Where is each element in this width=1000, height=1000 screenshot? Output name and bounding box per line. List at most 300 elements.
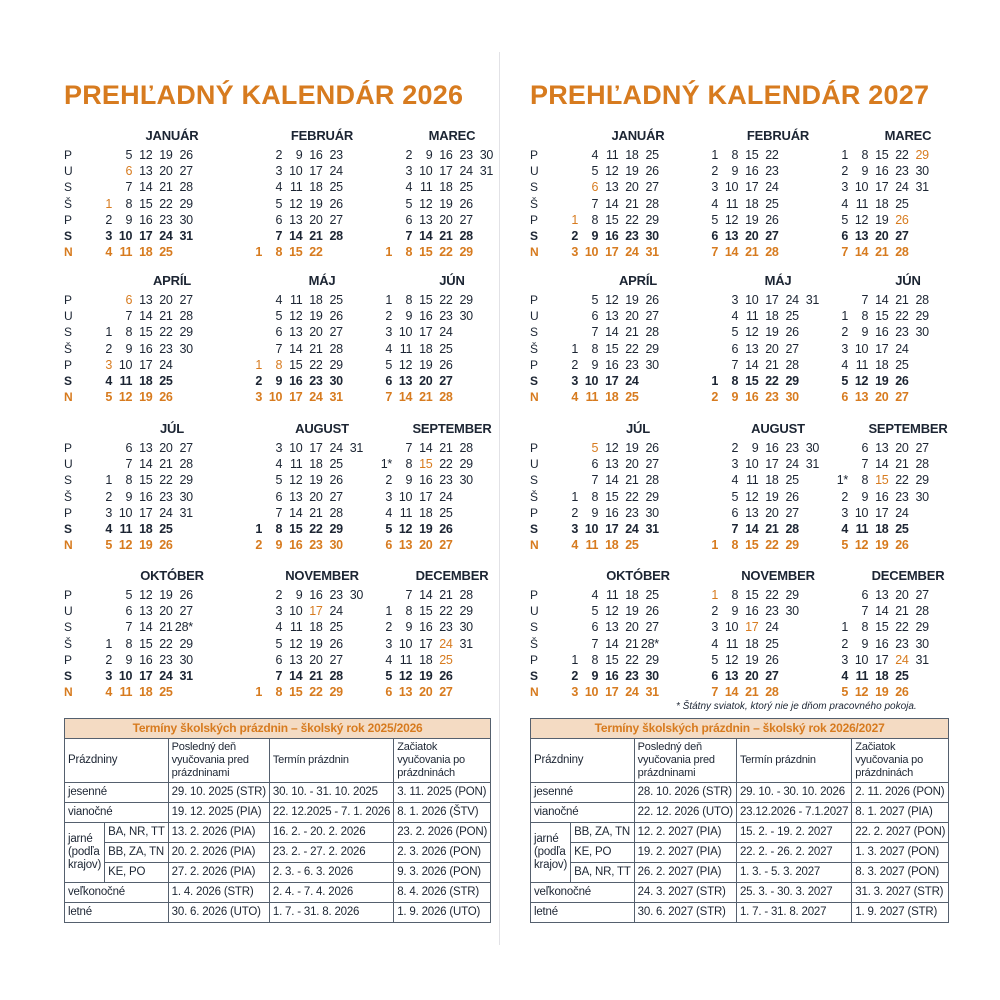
weekday-label: S: [530, 325, 539, 340]
weekday-label: P: [530, 212, 539, 227]
weekday-label: P: [530, 357, 539, 372]
day-cell: 22: [625, 212, 639, 227]
day-cell: 29: [179, 636, 193, 651]
day-cell: 17: [875, 505, 889, 520]
day-cell: 6: [591, 457, 599, 472]
day-cell: 1: [105, 636, 112, 651]
day-cell: 13: [398, 538, 413, 553]
day-cell: 1: [255, 357, 262, 372]
month-name: MAREC: [428, 128, 476, 143]
day-cell: 25: [159, 245, 173, 260]
day-cell: 17: [765, 293, 779, 307]
term-cell: 22. 12.2025 - 7. 1. 2026: [269, 803, 393, 823]
day-cell: 8: [125, 473, 133, 488]
weekday-label: P: [64, 148, 73, 162]
day-cell: 19: [745, 212, 759, 227]
day-cell: 16: [875, 325, 889, 340]
day-cell: 26: [439, 357, 453, 372]
term-cell: 15. 2. - 19. 2. 2027: [736, 823, 851, 843]
day-cell: 24: [625, 374, 639, 388]
last-day-cell: 12. 2. 2027 (PIA): [634, 823, 736, 843]
day-cell: 12: [118, 538, 133, 553]
day-cell: 23: [159, 341, 173, 356]
day-cell: 9: [591, 669, 599, 683]
day-cell: 23: [439, 309, 453, 324]
day-cell: 2: [255, 538, 262, 553]
row-name: letné: [65, 903, 169, 923]
day-cell: 2: [571, 357, 578, 372]
day-cell: 21: [419, 390, 433, 405]
day-cell: 15: [289, 245, 303, 260]
weekday-label: Š: [64, 196, 73, 211]
day-cell: 27: [179, 441, 193, 455]
day-cell: 25: [329, 180, 343, 195]
day-cell: 17: [875, 341, 889, 356]
day-cell: 11: [119, 685, 133, 700]
day-cell: 27: [785, 505, 799, 520]
day-cell: 26: [159, 390, 173, 405]
month-name: JÚL: [160, 421, 184, 436]
day-cell: 28: [645, 196, 659, 211]
day-cell: 8: [405, 457, 413, 472]
table-row: [65, 903, 491, 923]
day-cell: 25: [459, 180, 473, 195]
last-day-cell: 28. 10. 2026 (STR): [634, 783, 736, 803]
day-cell: 11: [746, 309, 759, 324]
day-cell: 13: [854, 229, 869, 243]
day-cell: 8: [731, 538, 739, 553]
month-name: JANUÁR: [611, 128, 665, 143]
day-cell: 17: [875, 180, 889, 195]
day-cell: 6: [125, 441, 133, 455]
day-cell: 24: [625, 522, 639, 536]
day-cell: 24: [895, 341, 909, 356]
weekday-label: S: [64, 620, 73, 635]
day-cell: 23: [785, 441, 799, 455]
day-cell: 8: [591, 489, 599, 504]
last-day-cell: 19. 12. 2025 (PIA): [168, 803, 269, 823]
day-cell: 3: [841, 180, 848, 195]
day-cell: 19: [625, 604, 639, 619]
day-cell: 8: [861, 620, 869, 635]
day-cell: 8: [731, 588, 739, 602]
day-cell: 7: [591, 325, 599, 340]
day-cell: 24: [439, 489, 453, 504]
day-cell: 22: [309, 357, 323, 372]
day-cell: 24: [765, 620, 779, 635]
day-cell: 22: [895, 148, 909, 162]
day-cell: 16: [745, 390, 759, 405]
day-cell: 11: [290, 293, 303, 307]
day-cell: 4: [731, 473, 739, 488]
start-cell: 31. 3. 2027 (STR): [852, 883, 949, 903]
day-cell: 4: [275, 293, 283, 307]
weekday-label: P: [530, 148, 539, 162]
day-cell: 9: [591, 229, 599, 243]
day-cell: 19: [439, 196, 453, 211]
holiday-table: [64, 718, 491, 923]
day-cell: 17: [139, 357, 153, 372]
table-row: [65, 843, 491, 863]
table-row: [65, 863, 491, 883]
day-cell: 21: [309, 229, 323, 243]
day-cell: 29: [645, 489, 659, 504]
day-cell: 28: [329, 505, 343, 520]
day-cell: 5: [385, 522, 392, 536]
day-cell: 18: [309, 293, 323, 307]
start-cell: 8. 4. 2026 (STR): [394, 883, 491, 903]
weekday-label: P: [64, 212, 73, 227]
day-cell: 28: [179, 180, 193, 195]
day-cell: 17: [605, 685, 619, 700]
day-cell: 27: [645, 620, 659, 635]
day-cell: 11: [585, 538, 599, 553]
day-cell: 27: [765, 669, 779, 683]
day-cell: 9: [751, 441, 759, 455]
month-name: MAREC: [884, 128, 932, 143]
weekday-label: S: [64, 180, 73, 195]
day-cell: 7: [405, 588, 413, 602]
day-cell: 16: [139, 652, 153, 667]
month-name: AUGUST: [751, 421, 805, 436]
day-cell: 31: [915, 180, 929, 195]
day-cell: 14: [289, 505, 303, 520]
start-cell: 2. 11. 2026 (PON): [852, 783, 949, 803]
day-cell: 13: [139, 293, 153, 307]
day-cell: 23: [895, 636, 909, 651]
row-name: vianočné: [531, 803, 635, 823]
day-cell: 28: [459, 588, 473, 602]
day-cell: 19: [625, 164, 639, 179]
day-cell: 16: [289, 374, 303, 388]
day-cell: 28*: [640, 636, 659, 651]
table-row: [531, 823, 949, 843]
day-cell: 2: [841, 164, 848, 179]
day-cell: 25: [895, 196, 909, 211]
day-cell: 1: [711, 538, 718, 553]
day-cell: 31: [645, 522, 659, 536]
table-row: [65, 803, 491, 823]
day-cell: 12: [745, 325, 759, 340]
day-cell: 26: [645, 164, 659, 179]
day-cell: 5: [591, 604, 599, 619]
day-cell: 11: [606, 148, 619, 162]
day-cell: 21: [765, 522, 779, 536]
day-cell: 14: [289, 229, 303, 243]
day-cell: 17: [419, 489, 433, 504]
day-cell: 16: [309, 148, 323, 162]
day-cell: 29: [329, 522, 343, 536]
last-day-cell: 27. 2. 2026 (PIA): [168, 863, 269, 883]
day-cell: 12: [289, 473, 303, 488]
day-cell: 20: [625, 309, 639, 324]
day-cell: 30: [329, 374, 343, 388]
day-cell: 11: [725, 636, 739, 651]
day-cell: 3: [275, 604, 283, 619]
day-cell: 15: [289, 522, 303, 536]
day-cell: 2: [571, 669, 578, 683]
day-cell: 14: [875, 293, 889, 307]
term-cell: 23. 2. - 27. 2. 2026: [269, 843, 393, 863]
weekday-label: U: [530, 604, 539, 619]
day-cell: 18: [309, 457, 323, 472]
weekday-label: U: [530, 164, 539, 179]
day-cell: 28: [765, 685, 779, 700]
day-cell: 8: [125, 196, 133, 211]
day-cell: 23: [159, 489, 173, 504]
day-cell: 18: [419, 652, 433, 667]
day-cell: 26: [179, 148, 193, 162]
day-cell: 15: [419, 457, 433, 472]
term-cell: 30. 10. - 31. 10. 2025: [269, 783, 393, 803]
day-cell: 7: [861, 457, 869, 472]
day-cell: 8: [731, 148, 739, 162]
day-cell: 22: [309, 685, 323, 700]
day-cell: 12: [139, 148, 153, 162]
day-cell: 5: [275, 636, 283, 651]
day-cell: 25: [329, 620, 343, 635]
day-cell: 31: [645, 685, 659, 700]
day-cell: 14: [139, 180, 153, 195]
row-name: jarné (podľa krajov): [65, 823, 105, 883]
day-cell: 2: [105, 341, 112, 356]
start-cell: 1. 3. 2027 (PON): [852, 843, 949, 863]
row-name: jarné (podľa krajov): [531, 823, 571, 883]
day-cell: 14: [724, 685, 739, 700]
day-cell: 13: [289, 489, 303, 504]
day-cell: 24: [459, 164, 473, 179]
day-cell: 1: [571, 212, 578, 227]
day-cell: 27: [439, 538, 453, 553]
day-cell: 3: [571, 685, 578, 700]
day-cell: 16: [605, 229, 619, 243]
day-cell: 27: [439, 374, 453, 388]
start-cell: 1. 9. 2027 (STR): [852, 903, 949, 923]
region-cell: BA, NR, TT: [571, 863, 635, 883]
day-cell: 14: [289, 669, 303, 683]
day-cell: 28: [785, 357, 799, 372]
day-cell: 22: [765, 538, 779, 553]
day-cell: 19: [309, 636, 323, 651]
last-day-cell: 20. 2. 2026 (PIA): [168, 843, 269, 863]
day-cell: 14: [875, 604, 889, 619]
day-cell: 27: [895, 229, 909, 243]
day-cell: 9: [425, 148, 433, 162]
day-cell: 26: [645, 441, 659, 455]
weekday-label: P: [530, 441, 539, 455]
day-cell: 17: [605, 522, 619, 536]
day-cell: 17: [875, 652, 889, 667]
day-cell: 7: [861, 604, 869, 619]
day-cell: 27: [329, 489, 343, 504]
day-cell: 29: [329, 685, 343, 700]
day-cell: 10: [584, 245, 599, 260]
page-title: PREHĽADNÝ KALENDÁR 2026: [64, 80, 464, 110]
day-cell: 22: [159, 473, 173, 488]
day-cell: 28: [179, 309, 193, 324]
day-cell: 30: [329, 538, 343, 553]
day-cell: 18: [139, 374, 153, 388]
day-cell: 6: [385, 538, 392, 553]
day-cell: 21: [745, 685, 759, 700]
day-cell: 1: [105, 196, 112, 211]
last-day-cell: 13. 2. 2026 (PIA): [168, 823, 269, 843]
day-cell: 12: [398, 357, 413, 372]
day-cell: 2: [385, 620, 392, 635]
day-cell: 11: [855, 357, 869, 372]
day-cell: 18: [625, 148, 639, 162]
day-cell: 14: [745, 522, 759, 536]
day-cell: 3: [255, 390, 262, 405]
day-cell: 4: [711, 636, 718, 651]
day-cell: 31: [179, 505, 193, 520]
month-name: OKTÓBER: [606, 568, 670, 583]
day-cell: 3: [731, 293, 739, 307]
day-cell: 6: [275, 489, 283, 504]
day-cell: 23: [329, 588, 343, 602]
term-cell: 2. 4. - 7. 4. 2026: [269, 883, 393, 903]
day-cell: 13: [875, 588, 889, 602]
weekday-label: S: [64, 374, 73, 388]
last-day-cell: 29. 10. 2025 (STR): [168, 783, 269, 803]
day-cell: 9: [861, 325, 869, 340]
weekday-label: U: [64, 604, 73, 619]
day-cell: 12: [398, 669, 413, 683]
day-cell: 16: [875, 164, 889, 179]
day-cell: 11: [420, 180, 433, 195]
day-cell: 19: [625, 293, 639, 307]
day-cell: 23: [895, 164, 909, 179]
day-cell: 14: [419, 588, 433, 602]
day-cell: 10: [854, 341, 869, 356]
day-cell: 1: [841, 148, 848, 162]
day-cell: 28: [785, 522, 799, 536]
day-cell: 4: [105, 245, 112, 260]
day-cell: 3: [385, 489, 392, 504]
day-cell: 31: [179, 229, 193, 243]
day-cell: 8: [591, 652, 599, 667]
table-row: [531, 803, 949, 823]
table-title: Termíny školských prázdnin – školský rok 2025/2026: [65, 719, 491, 739]
start-cell: 8. 1. 2026 (ŠTV): [394, 803, 491, 823]
day-cell: 9: [275, 374, 283, 388]
day-cell: 13: [139, 441, 153, 455]
day-cell: 14: [875, 457, 889, 472]
day-cell: 9: [295, 588, 303, 602]
day-cell: 22: [895, 309, 909, 324]
day-cell: 19: [875, 374, 889, 388]
day-cell: 27: [645, 309, 659, 324]
day-cell: 4: [385, 341, 392, 356]
day-cell: 14: [139, 309, 153, 324]
day-cell: 8: [861, 148, 869, 162]
day-cell: 16: [605, 505, 619, 520]
day-cell: 29: [179, 473, 193, 488]
day-cell: 17: [139, 505, 153, 520]
day-cell: 22: [625, 341, 639, 356]
weekday-label: Š: [530, 489, 539, 504]
day-cell: 11: [290, 457, 303, 472]
day-cell: 15: [875, 473, 889, 488]
day-cell: 23: [329, 148, 343, 162]
day-cell: 7: [591, 473, 599, 488]
day-cell: 21: [309, 341, 323, 356]
day-cell: 4: [841, 196, 848, 211]
day-cell: 15: [875, 620, 889, 635]
day-cell: 21: [439, 441, 453, 455]
weekday-label: S: [530, 374, 539, 388]
day-cell: 16: [289, 538, 303, 553]
month-name: NOVEMBER: [741, 568, 815, 583]
day-cell: 6: [711, 229, 718, 243]
day-cell: 27: [915, 441, 929, 455]
day-cell: 24: [159, 505, 173, 520]
day-cell: 18: [139, 245, 153, 260]
day-cell: 10: [745, 457, 759, 472]
start-cell: 8. 3. 2027 (PON): [852, 863, 949, 883]
day-cell: 23: [625, 669, 639, 683]
weekday-label: S: [530, 229, 539, 243]
weekday-label: S: [64, 325, 73, 340]
day-cell: 9: [125, 212, 133, 227]
day-cell: 19: [159, 588, 173, 602]
day-cell: 7: [275, 229, 283, 243]
day-cell: 4: [591, 148, 599, 162]
weekday-label: U: [64, 309, 73, 324]
day-cell: 12: [724, 212, 739, 227]
day-cell: 23: [309, 374, 323, 388]
weekday-label: S: [530, 620, 539, 635]
day-cell: 15: [139, 473, 153, 488]
day-cell: 4: [105, 522, 112, 536]
term-cell: 25. 3. - 30. 3. 2027: [736, 883, 851, 903]
day-cell: 3: [385, 325, 392, 340]
day-cell: 16: [605, 669, 619, 683]
term-cell: 23.12.2026 - 7.1.2027: [736, 803, 851, 823]
day-cell: 3: [841, 341, 848, 356]
day-cell: 16: [745, 604, 759, 619]
month-name: AUGUST: [295, 421, 349, 436]
day-cell: 1: [571, 652, 578, 667]
day-cell: 24: [895, 180, 909, 195]
day-cell: 28: [915, 457, 929, 472]
day-cell: 8: [731, 374, 739, 388]
day-cell: 5: [731, 489, 739, 504]
day-cell: 27: [765, 229, 779, 243]
day-cell: 6: [591, 180, 599, 195]
day-cell: 3: [275, 164, 283, 179]
day-cell: 8: [591, 341, 599, 356]
day-cell: 26: [159, 538, 173, 553]
header-cell: Termín prázdnin: [269, 739, 393, 783]
day-cell: 24: [159, 357, 173, 372]
header-cell: Posledný deň vyučovania pred prázdninami: [168, 739, 269, 783]
day-cell: 21: [159, 309, 173, 324]
day-cell: 3: [711, 620, 718, 635]
day-cell: 9: [275, 538, 283, 553]
day-cell: 11: [399, 652, 413, 667]
day-cell: 11: [585, 390, 599, 405]
day-cell: 7: [731, 522, 739, 536]
day-cell: 24: [159, 669, 173, 683]
day-cell: 14: [605, 636, 619, 651]
day-cell: 19: [765, 325, 779, 340]
day-cell: 1*: [380, 457, 392, 472]
day-cell: 12: [419, 196, 433, 211]
day-cell: 21: [625, 196, 639, 211]
day-cell: 10: [289, 164, 303, 179]
table-header-row: [531, 739, 949, 783]
